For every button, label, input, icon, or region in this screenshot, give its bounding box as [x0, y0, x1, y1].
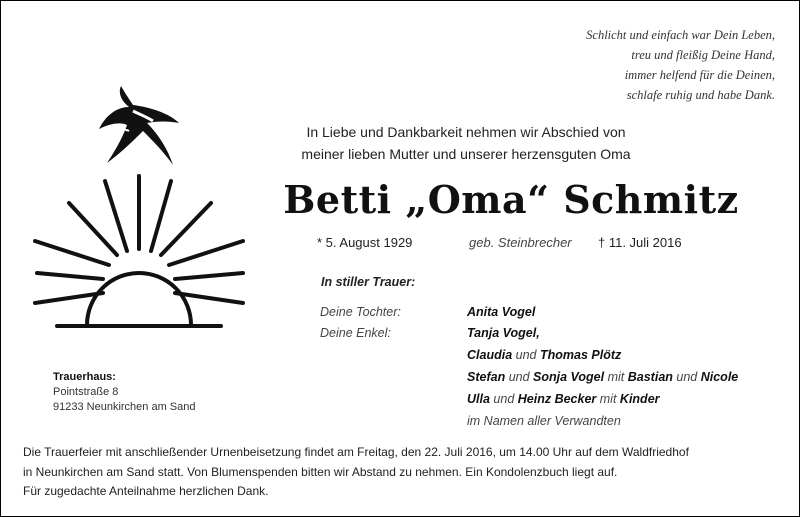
connector-word: und	[508, 370, 530, 384]
poem	[586, 25, 775, 105]
connector-word: und	[493, 392, 515, 406]
family-name: Claudia	[467, 348, 513, 362]
family-name: Heinz Becker	[517, 392, 597, 406]
house-title: Trauerhaus:	[53, 371, 116, 383]
ceremony-info	[23, 443, 783, 502]
footer-line: Die Trauerfeier mit anschließender Urnenbeisetzung findet am Freitag, den 22. Juli 2016, um 14.00 Uhr auf dem Waldfriedhof	[23, 445, 689, 459]
family-name: Sonja Vogel	[533, 370, 605, 384]
footer-line: Für zugedachte Anteilnahme herzlichen Dank.	[23, 484, 269, 498]
grandchildren-label: Deine Enkel:	[320, 326, 391, 340]
house-street: Pointstraße 8	[53, 386, 119, 398]
house-city: 91233 Neunkirchen am Sand	[53, 401, 196, 413]
intro-line: In Liebe und Dankbarkeit nehmen wir Abschied von	[306, 124, 626, 140]
family-line-grandchild-4	[467, 392, 660, 406]
family-line-daughter	[467, 305, 535, 319]
connector-word: und	[676, 370, 698, 384]
family-line-grandchild-1	[467, 326, 540, 340]
family-line-grandchild-3	[467, 370, 738, 384]
relatives-text: im Namen aller Verwandten	[467, 414, 621, 428]
birth-date: * 5. August 1929	[317, 235, 413, 250]
connector-word: mit	[607, 370, 625, 384]
deceased-name: Betti „Oma“ Schmitz	[283, 177, 739, 222]
daughter-label: Deine Tochter:	[320, 305, 401, 319]
death-date: † 11. Juli 2016	[598, 235, 682, 250]
poem-line: treu und fleißig Deine Hand,	[631, 48, 775, 62]
sunrise-icon	[35, 176, 243, 326]
family-name: Kinder	[619, 392, 660, 406]
family-name: Anita Vogel	[467, 305, 536, 319]
poem-line: immer helfend für die Deinen,	[624, 68, 775, 82]
poem-line: schlafe ruhig und habe Dank.	[626, 88, 775, 102]
footer-line: in Neunkirchen am Sand statt. Von Blumenspenden bitten wir Abstand zu nehmen. Ein Kondolenzbuch liegt auf.	[23, 464, 618, 479]
mourning-heading: In stiller Trauer:	[321, 275, 416, 289]
dove-sunrise-emblem	[29, 81, 259, 331]
birth-name: geb. Steinbrecher	[469, 235, 572, 250]
family-name: Stefan	[467, 370, 506, 384]
intro-text	[256, 121, 676, 165]
connector-word: und	[515, 348, 537, 362]
mourning-house-address	[53, 370, 195, 415]
family-name: Nicole	[700, 370, 739, 384]
family-name: Tanja Vogel,	[467, 326, 540, 340]
family-line-grandchild-2	[467, 348, 621, 362]
family-name: Thomas Plötz	[539, 348, 622, 362]
family-line-relatives	[467, 414, 621, 428]
family-name: Ulla	[467, 392, 490, 406]
connector-word: mit	[599, 392, 617, 406]
family-name: Bastian	[627, 370, 673, 384]
dove-icon	[99, 86, 179, 165]
poem-line: Schlicht und einfach war Dein Leben,	[586, 28, 775, 42]
intro-line: meiner lieben Mutter und unserer herzensguten Oma	[301, 146, 631, 162]
